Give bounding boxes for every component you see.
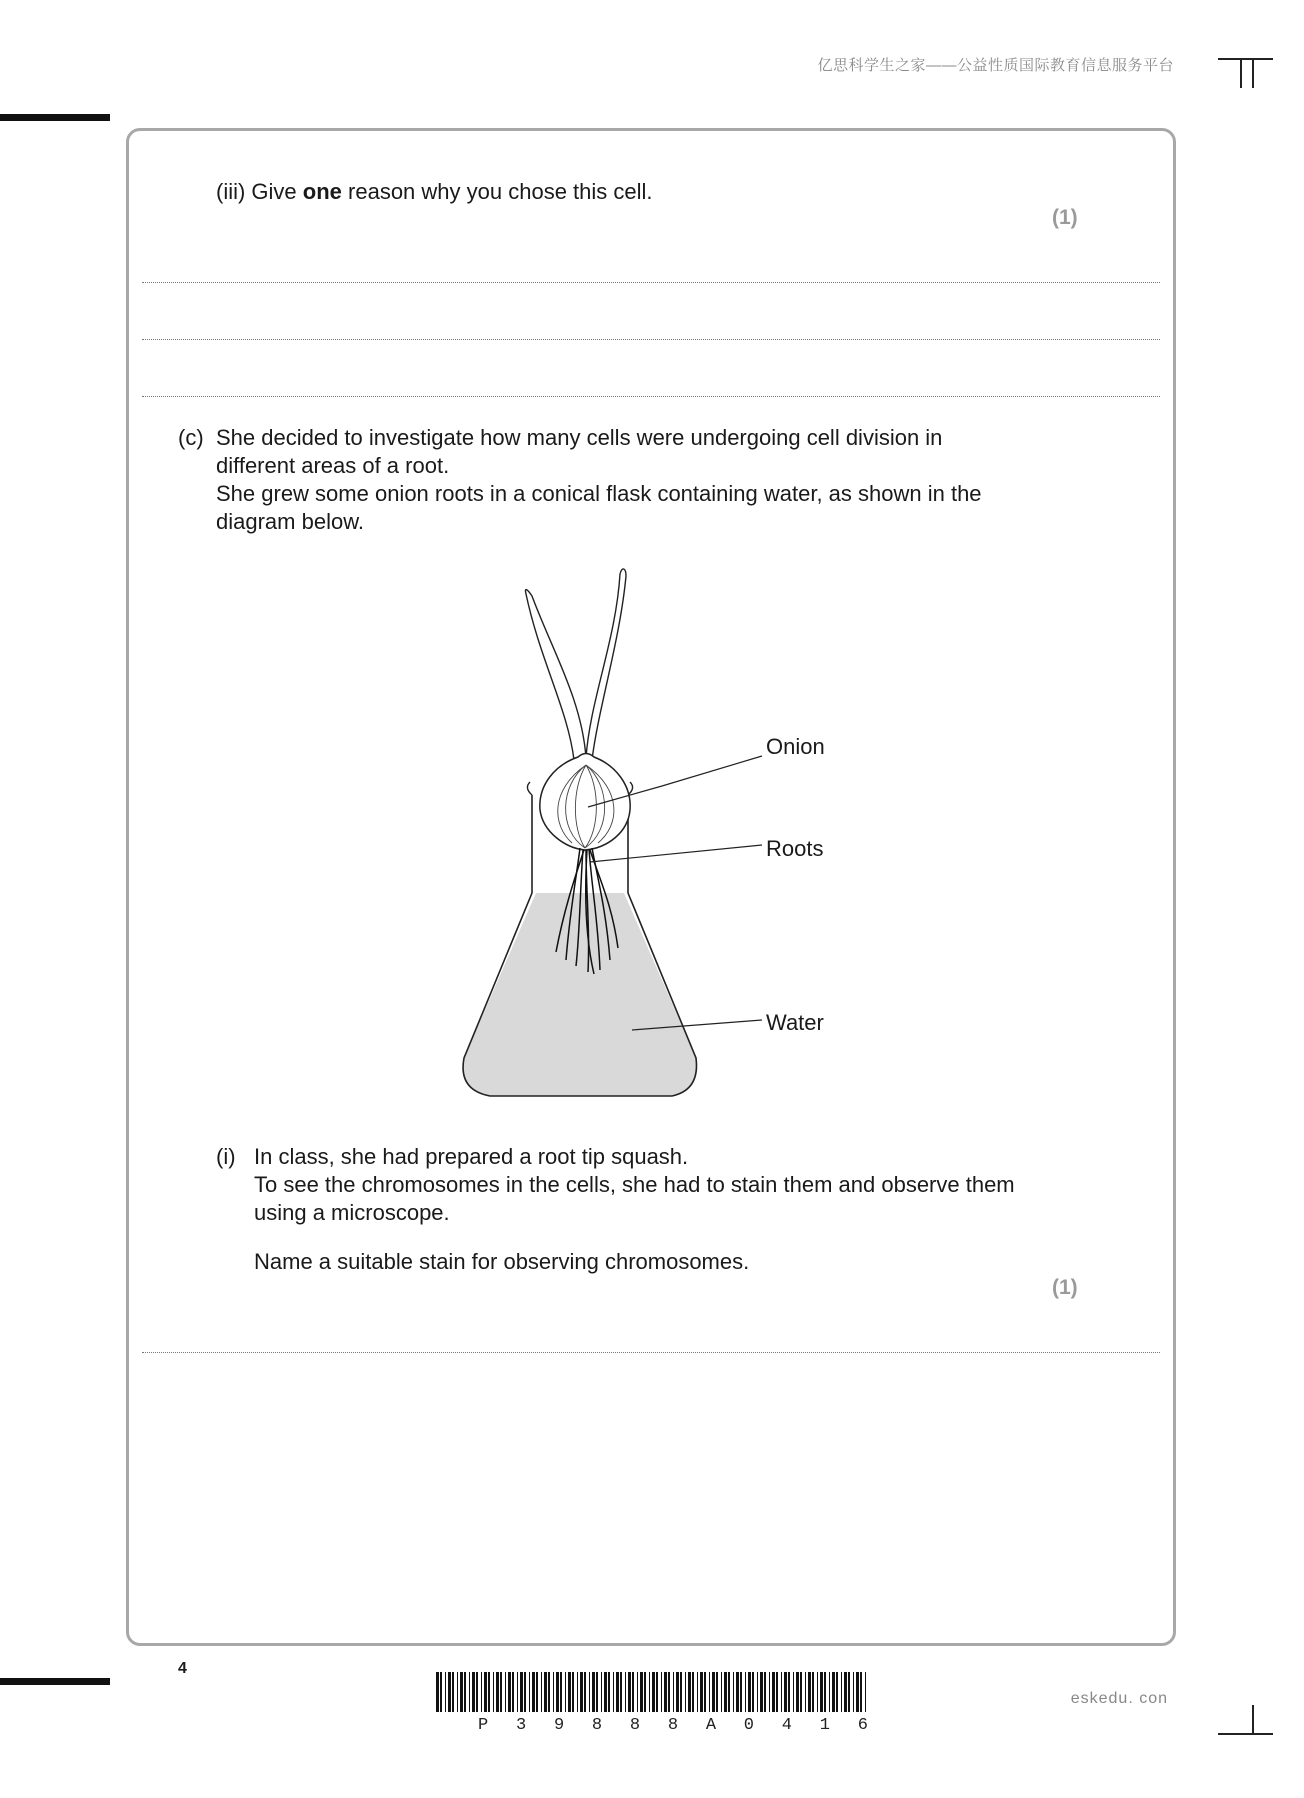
question-i-line: To see the chromosomes in the cells, she had to stain them and observe them (254, 1172, 1015, 1197)
answer-line-stain[interactable] (142, 1352, 1160, 1353)
crop-mark-top-v1 (1252, 58, 1254, 88)
question-iii-bold: one (302, 179, 342, 204)
question-c-label: (c) (178, 425, 204, 450)
edge-bar-bottom (0, 1678, 110, 1685)
barcode-bar (784, 1672, 787, 1712)
barcode-bar (628, 1672, 631, 1712)
barcode-bar (817, 1672, 818, 1712)
barcode-bar (697, 1672, 698, 1712)
question-i-line: using a microscope. (254, 1200, 450, 1225)
barcode-bar (728, 1672, 730, 1712)
onion-shoot-right (586, 569, 626, 760)
barcode-bar (496, 1672, 499, 1712)
question-iii-text (216, 178, 653, 206)
barcode-bar (580, 1672, 583, 1712)
diagram-label-onion: Onion (766, 734, 825, 759)
barcode-bar (568, 1672, 571, 1712)
barcode-bar (820, 1672, 823, 1712)
barcode-bar (577, 1672, 578, 1712)
answer-line-2[interactable] (142, 339, 1160, 340)
barcode-bar (733, 1672, 734, 1712)
barcode-bar (524, 1672, 526, 1712)
barcode-bar (764, 1672, 766, 1712)
barcode-digit: A (705, 1716, 717, 1735)
barcode-bar (700, 1672, 703, 1712)
barcode-bar (712, 1672, 715, 1712)
question-iii-marks: (1) (1052, 206, 1078, 229)
barcode-bar (680, 1672, 682, 1712)
barcode-bar (805, 1672, 806, 1712)
barcode-bar (808, 1672, 811, 1712)
answer-line-3[interactable] (142, 396, 1160, 397)
barcode-digit: 8 (629, 1716, 641, 1735)
diagram-label-water: Water (766, 1010, 824, 1035)
barcode-bar (721, 1672, 722, 1712)
barcode-digit: 9 (553, 1716, 565, 1735)
crop-mark-top-h1 (1218, 58, 1273, 60)
barcode-bar (748, 1672, 751, 1712)
barcode-bar (796, 1672, 799, 1712)
barcode-bar (709, 1672, 710, 1712)
barcode-bar (673, 1672, 674, 1712)
onion-shoot-left (525, 590, 586, 760)
barcode-bar (536, 1672, 538, 1712)
question-c-line: different areas of a root. (216, 453, 450, 478)
barcode-bar (856, 1672, 859, 1712)
barcode-bar (745, 1672, 746, 1712)
barcode-bar (757, 1672, 758, 1712)
barcode-bar (512, 1672, 514, 1712)
barcode-bar (860, 1672, 862, 1712)
barcode-bar (520, 1672, 523, 1712)
question-i-body (254, 1143, 1015, 1227)
barcode-bar (760, 1672, 763, 1712)
barcode-bar (572, 1672, 574, 1712)
barcode-bar (652, 1672, 655, 1712)
barcode-bar (692, 1672, 694, 1712)
barcode-digit: 8 (667, 1716, 679, 1735)
barcode-bar (556, 1672, 559, 1712)
barcode-bar (565, 1672, 566, 1712)
barcode-bar (476, 1672, 478, 1712)
barcode-digit: 4 (781, 1716, 792, 1735)
barcode-bar (740, 1672, 742, 1712)
barcode-bar (532, 1672, 535, 1712)
barcode (436, 1672, 870, 1716)
barcode-bar (848, 1672, 850, 1712)
barcode-bar (664, 1672, 667, 1712)
barcode-bar (776, 1672, 778, 1712)
barcode-bar (788, 1672, 790, 1712)
question-iii-prefix: (iii) Give (216, 179, 303, 204)
barcode-bar (853, 1672, 854, 1712)
barcode-digit: 0 (743, 1716, 754, 1735)
barcode-bar (865, 1672, 866, 1712)
barcode-bar (625, 1672, 626, 1712)
barcode-bar (640, 1672, 643, 1712)
barcode-bar (769, 1672, 770, 1712)
barcode-bar (493, 1672, 494, 1712)
barcode-bar (637, 1672, 638, 1712)
question-i-prompt: Name a suitable stain for observing chromosomes. (254, 1249, 750, 1274)
barcode-bar (484, 1672, 487, 1712)
barcode-bar (836, 1672, 838, 1712)
barcode-bar (488, 1672, 490, 1712)
barcode-bar (553, 1672, 554, 1712)
barcode-bar (824, 1672, 826, 1712)
barcode-digit: 6 (857, 1716, 868, 1735)
barcode-bar (457, 1672, 458, 1712)
roots-leader-line (590, 845, 762, 862)
barcode-bar (656, 1672, 658, 1712)
diagram-label-roots: Roots (766, 836, 824, 861)
barcode-bar (800, 1672, 802, 1712)
crop-mark-top-v2 (1240, 58, 1242, 88)
barcode-bar (793, 1672, 794, 1712)
barcode-bar (601, 1672, 602, 1712)
barcode-bar (724, 1672, 727, 1712)
barcode-bar (668, 1672, 670, 1712)
barcode-bar (544, 1672, 547, 1712)
barcode-bar (649, 1672, 650, 1712)
barcode-bar (604, 1672, 607, 1712)
barcode-bar (613, 1672, 614, 1712)
barcode-bar (661, 1672, 662, 1712)
barcode-bar (548, 1672, 550, 1712)
barcode-bar (781, 1672, 782, 1712)
barcode-bar (448, 1672, 451, 1712)
barcode-bar (560, 1672, 562, 1712)
barcode-bar (844, 1672, 847, 1712)
barcode-bar (445, 1672, 446, 1712)
barcode-digit: 8 (591, 1716, 603, 1735)
crop-mark-bottom-v (1252, 1705, 1254, 1735)
barcode-bar (688, 1672, 691, 1712)
onion-bulb (540, 754, 630, 851)
question-i-label: (i) (216, 1144, 236, 1169)
barcode-bar (772, 1672, 775, 1712)
barcode-bar (676, 1672, 679, 1712)
barcode-bar (464, 1672, 466, 1712)
barcode-bar (541, 1672, 542, 1712)
barcode-bar (644, 1672, 646, 1712)
barcode-bar (440, 1672, 442, 1712)
barcode-bar (505, 1672, 506, 1712)
question-c-line: diagram below. (216, 509, 364, 534)
barcode-bar (812, 1672, 814, 1712)
barcode-bar (469, 1672, 470, 1712)
barcode-digit: 3 (515, 1716, 527, 1735)
answer-line-1[interactable] (142, 282, 1160, 283)
barcode-bar (472, 1672, 475, 1712)
barcode-bar (685, 1672, 686, 1712)
header-watermark: 亿思科学生之家——公益性质国际教育信息服务平台 (817, 57, 1174, 74)
barcode-digits (478, 1716, 868, 1735)
barcode-bar (752, 1672, 754, 1712)
barcode-digit: P (478, 1716, 489, 1735)
barcode-bar (716, 1672, 718, 1712)
barcode-bar (589, 1672, 590, 1712)
barcode-bar (736, 1672, 739, 1712)
onion-leader-line-ext (662, 756, 762, 786)
barcode-bar (529, 1672, 530, 1712)
barcode-bar (829, 1672, 830, 1712)
barcode-bar (596, 1672, 598, 1712)
footer-site: eskedu. con (1070, 1690, 1168, 1707)
barcode-bar (436, 1672, 439, 1712)
barcode-bar (517, 1672, 518, 1712)
barcode-bar (500, 1672, 502, 1712)
barcode-bar (620, 1672, 622, 1712)
crop-mark-bottom-h (1218, 1733, 1273, 1735)
edge-bar-top (0, 114, 110, 121)
barcode-bar (841, 1672, 842, 1712)
question-c-line: She decided to investigate how many cells were undergoing cell division in (216, 425, 943, 450)
barcode-bar (704, 1672, 706, 1712)
question-i-marks: (1) (1052, 1276, 1078, 1299)
barcode-bar (460, 1672, 463, 1712)
question-i-line: In class, she had prepared a root tip squash. (254, 1144, 689, 1169)
barcode-bar (508, 1672, 511, 1712)
barcode-bar (832, 1672, 835, 1712)
barcode-bar (632, 1672, 634, 1712)
barcode-bar (481, 1672, 482, 1712)
barcode-bar (592, 1672, 595, 1712)
question-c-line: She grew some onion roots in a conical flask containing water, as shown in the (216, 481, 982, 506)
page-number: 4 (178, 1660, 187, 1677)
barcode-digit: 1 (819, 1716, 830, 1735)
question-c-body (216, 424, 982, 536)
barcode-bar (584, 1672, 586, 1712)
question-iii-suffix: reason why you chose this cell. (341, 179, 653, 204)
barcode-bar (452, 1672, 454, 1712)
barcode-bar (608, 1672, 610, 1712)
barcode-bar (616, 1672, 619, 1712)
